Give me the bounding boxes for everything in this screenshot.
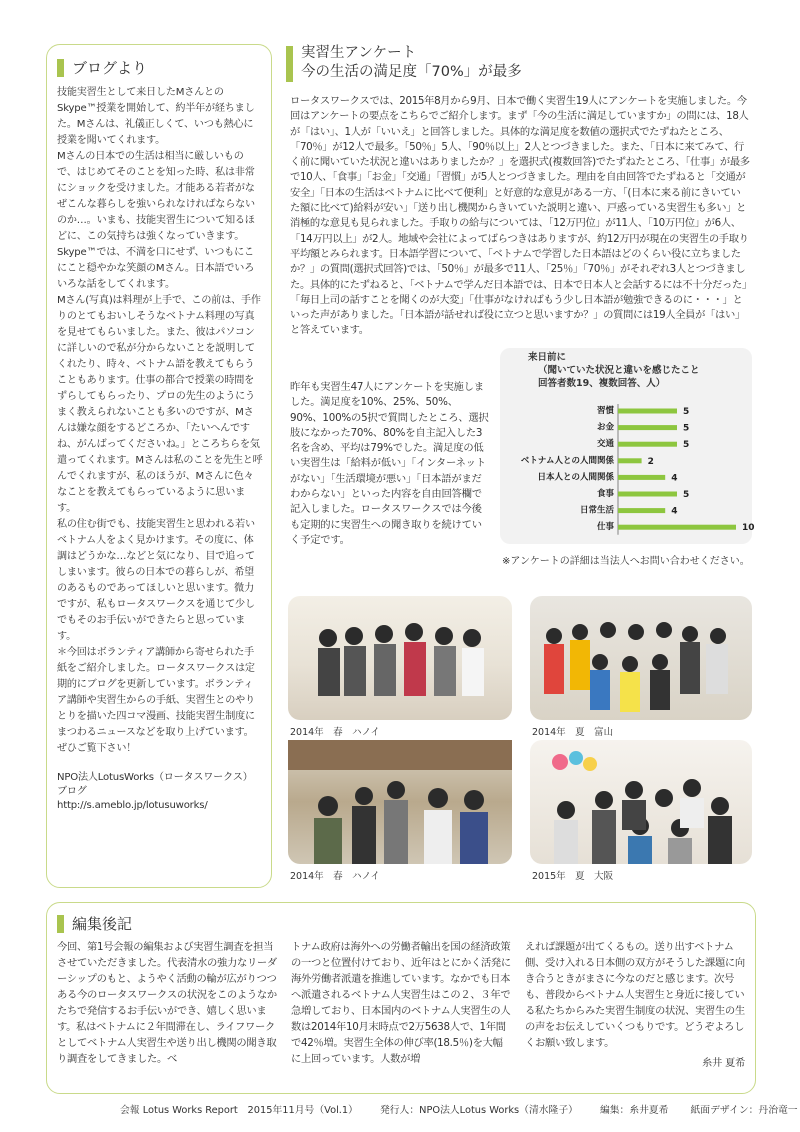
photo-caption: 2014年 春 ハノイ [290, 871, 380, 882]
chart-bar [618, 525, 736, 530]
chart-value-label: 10 [742, 523, 755, 534]
chart-value-label: 4 [671, 473, 678, 484]
chart-bar [618, 458, 642, 463]
chart-bar [618, 508, 665, 513]
blog-body [57, 85, 263, 813]
blog-section [46, 44, 272, 888]
photo-group-4 [530, 740, 752, 864]
footer-report: 会報 Lotus Works Report 2015年11月号（Vol.1） [120, 1105, 358, 1116]
photo-caption: 2014年 春 ハノイ [290, 727, 380, 738]
chart-panel [500, 348, 755, 544]
footer [120, 1102, 798, 1116]
photo-group-3 [288, 740, 512, 864]
chart-category-label: 食事 [596, 489, 614, 499]
editorial-column-3-text: えれば課題が出てくるもの。送り出すベトナム側、受け入れる日本側の双方がそうした課題に向き合うときがまさに今なのだと感じます。次号も、普段からベトナム人実習生と身近に接している私たちからみた実習生制度の状況、実習生の生の声をお伝えしていくつもりです。どうぞよろしくお願い致します。 [525, 941, 745, 1049]
people-illustration [288, 596, 512, 720]
editorial-columns [57, 939, 749, 1071]
chart-bar [618, 475, 665, 480]
footer-publisher: 発行人：NPO法人Lotus Works（清水隆子） [379, 1105, 578, 1116]
survey-body: ロータスワークスでは、2015年8月から9月、日本で働く実習生19人にアンケートを実施しました。今回はアンケートの要点をこちらでご紹介します。まず「今の生活に満足していますか」の問には、18人が「はい」、1人が「いいえ」と回答しました。具体的な満足度を数値の選択式でたずねたところ、「70％」が12人で最多。「50％」5人、「90％以上」2人とつづきました。また、「日本に来てみて、行く前に聞いていた状況と違いはありましたか？」を選択式(複数回答)でたずねたところ、「仕事」が最多で10人、「食事」「お金」「交通」「習慣」が5人とつづきました。理由を自由回答でたずねると「交通が安全」「日本の生活はベトナムに比べて便利」と好意的な意見がある一方、「(日本に来る前にきいていた額に比べて)給料が安い」「送り出し機関からきいていた説明と違い、戸惑っている実習生も多い」と消極的な意見も見られました。手取りの給与については、「12万円位」が11人、「10万円位」が6人、「14万円以上」が2人。地域や会社によってばらつきはありますが、約12万円が現在の実習生の手取り平均額とみられます。日本語学習について、「ベトナムで学習した日本語はどのくらい役に立ちましたか？」の質問(選択式回答)では、「50％」が最多で11人、「25％」「70％」がそれぞれ3人とつづきました。具体的にたずねると、「ベトナムで学んだ日本語では、日本で日本人と会話するには不十分だった」「毎日上司の話すことを聞くのが大変」「仕事がなければもう少し日本語が勉強できるのに・・・」といった声がありました。「日本語が話せれば役に立つと思いますか？」の質問には19人全員が「はい」と答えています。 [290, 95, 750, 337]
blog-paragraph: 私の住む街でも、技能実習生と思われる若いベトナム人をよく見かけます。その度に、体調はどうかな…などと気になり、目で追ってしまいます。彼らの日本での暮らしが、希望のあるものであってほしいと思います。微力ですが、私もロータスワークスを通じて少しでもそのお手伝いができたらと思っています。 [57, 519, 255, 642]
chart-value-label: 5 [683, 423, 690, 434]
footer-design: 紙面デザイン：丹治竜一 [690, 1105, 798, 1116]
blog-label: ブログ [57, 786, 87, 797]
survey-subtitle: 今の生活の満足度「70%」が最多 [301, 64, 522, 80]
editorial-column-2: トナム政府は海外への労働者輸出を国の経済政策の一つと位置付けており、近年はとにかく活発に海外労働者派遣を推進しています。なかでも日本へ派遣されるベトナム人実習生はこの２、３年で急増しており、日本国内のベトナム人実習生の人数は2014年10月末時点で2万5638人で、1年間で42％増。実習生全体の伸び率(18.5％)を大幅に上回っています。人数が増 [291, 941, 511, 1065]
chart-bar [618, 492, 677, 497]
chart-subtitle-2: 回答者数19、複数回答、人） [538, 378, 666, 389]
bar-chart [500, 348, 755, 544]
chart-category-label: 仕事 [596, 522, 614, 533]
chart-value-label: 5 [683, 407, 690, 417]
chart-value-label: 2 [647, 456, 654, 467]
chart-category-label: 日常生活 [579, 505, 614, 516]
chart-category-label: 日本人との人間関係 [537, 472, 614, 483]
accent-bar [286, 46, 293, 82]
chart-category-label: お金 [596, 422, 614, 433]
footer-editor: 編集：糸井夏希 [599, 1105, 669, 1116]
blog-signature [57, 771, 263, 813]
editorial-heading [57, 913, 132, 934]
chart-category-label: 交通 [596, 439, 614, 450]
photo-group-2 [530, 596, 752, 720]
photo-caption: 2015年 夏 大阪 [532, 871, 614, 882]
blog-org: NPO法人LotusWorks（ロータスワークス） [57, 772, 253, 783]
blog-title: ブログより [72, 59, 148, 77]
survey-title: 実習生アンケート [301, 45, 417, 61]
chart-title: 来日前に [528, 352, 567, 363]
photo-caption: 2014年 夏 富山 [532, 727, 614, 738]
chart-value-label: 5 [683, 490, 690, 500]
editorial-title: 編集後記 [72, 915, 133, 933]
chart-bar [618, 409, 677, 414]
survey-body-2: 昨年も実習生47人にアンケートを実施しました。満足度を10%、25%、50%、90%、100%の5択で質問したところ、選択肢になかった70%、80%を自主記入した3名を含め、平均は79%でした。満足度の低い実習生は「給料が低い」「インターネットがない」「生活環境が悪い」「日本語がまだわからない」といった内容を自由回答欄で記入しました。ロータスワークスでは今後も定期的に実習生への聞き取りを続けていく予定です。 [290, 381, 489, 546]
blog-heading [57, 57, 147, 78]
editorial-signature: 糸井 夏希 [702, 1057, 745, 1069]
chart-value-label: 4 [671, 506, 678, 517]
blog-paragraph: 技能実習生として来日したMさんとのSkype™授業を開始して、約半年が経ちました。Mさんは、礼儀正しくて、いつも熱心に授業を聞いてくれます。 [57, 87, 255, 146]
editorial-column-1: 今回、第1号会報の編集および実習生調査を担当させていただきました。代表清水の強力なリーダーシップのもと、ようやく活動の輪が広がりつつある今のロータスワークスの状況をこのようなかたちで発信するお手伝いができ、嬉しく思います。私はベトナムに２年間滞在し、ライフワークとしてベトナム人実習生や送り出し機関の聞き取り調査をしてきました。べ [57, 941, 277, 1065]
survey-heading [286, 44, 522, 82]
editorial-column-3 [525, 939, 745, 1071]
chart-subtitle-1: （聞いていた状況と違いを感じたこと [538, 365, 700, 376]
editorial-section [46, 902, 756, 1094]
survey-note: ※アンケートの詳細は当法人へお問い合わせください。 [502, 556, 750, 567]
accent-bar [57, 915, 64, 933]
chart-category-label: 習慣 [596, 406, 614, 416]
blog-url[interactable]: http://s.ameblo.jp/lotusuworks/ [57, 800, 208, 811]
chart-value-label: 5 [683, 440, 690, 451]
people-illustration [288, 740, 512, 864]
photo-group-1 [288, 596, 512, 720]
chart-category-label: ベトナム人との人間関係 [520, 455, 614, 466]
blog-paragraph: Mさん(写真)は料理が上手で、この前は、手作りのとてもおいしそうなベトナム料理の写真を見せてもらいました。また、彼はパソコンに詳しいので私が分からないことを説明してくれたり、時々、ベトナム語を教えてもらうこともあります。仕事の都合で授業の時間をずらしてもらったり、プロの先生のようにうまく教えられないことも多いのですが、Mさんは嫌な顔をするどころか、「たいへんですね、がんばってくださいね。」ところちらを気遣ってくれます。Mさんは私のことを先生と呼んでくれますが、私のほうが、Mさんに色々なことを教えてもらっているように思います。 [57, 295, 263, 514]
chart-bar [618, 425, 677, 430]
blog-paragraph: Mさんの日本での生活は相当に厳しいもので、はじめてそのことを知った時、私は非常にショックを受けました。才能ある若者がなぜこんな暮らしを強いられなければならないのか…。いまも、技能実習生について知るほどに、この気持ちは強くなっていきます。Skype™では、不満を口にせず、いつもにこにこと穏やかな笑顔のMさん。日本語でいろいろな話をしてくれます。 [57, 151, 255, 290]
chart-bar [618, 442, 677, 447]
accent-bar [57, 59, 64, 77]
people-illustration [530, 740, 752, 864]
people-illustration [530, 596, 752, 720]
blog-paragraph: ＊今回はボランティア講師から寄せられた手紙をご紹介しました。ロータスワークスは定期的にブログを更新しています。ボランティア講師や実習生からの手紙、実習生とのやりとりを描いた四コマ漫画、技能実習生制度にまつわるニュースなどを取り上げています。ぜひご覧下さい！ [57, 647, 255, 754]
